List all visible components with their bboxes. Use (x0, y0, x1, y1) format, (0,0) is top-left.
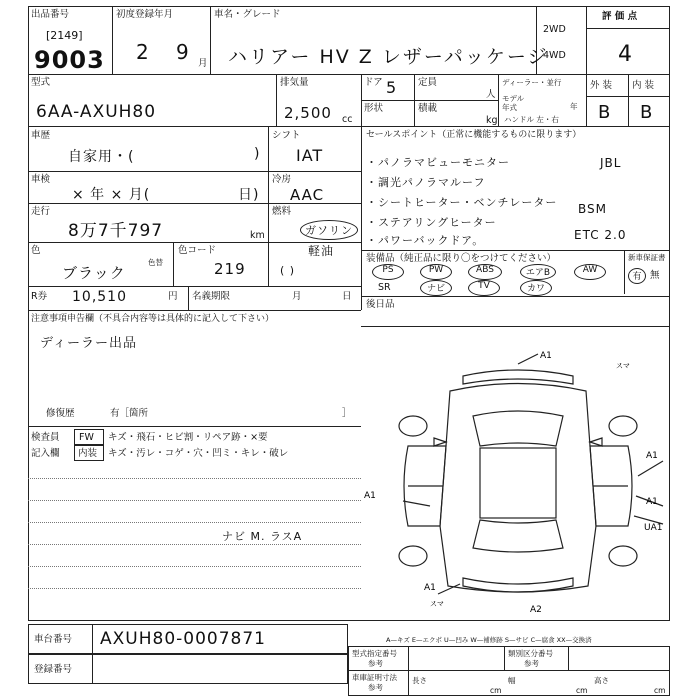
chassis-value: AXUH80-0007871 (100, 629, 266, 649)
car-damage-diagram (364, 346, 668, 616)
length-label: 長さ (412, 676, 427, 685)
fuel-diesel: 軽油 (308, 244, 335, 258)
exterior-label: 外 装 (590, 80, 613, 91)
equip-ps: PS (372, 264, 404, 280)
sales-item: ・パワーバックドア。 (366, 234, 485, 247)
registration-row (28, 654, 348, 684)
repair-close: ］ (342, 408, 352, 419)
type-ref: 参考 (368, 659, 383, 668)
damage-mark: A1 (646, 451, 658, 461)
inspector-row1: キズ・飛石・ヒビ割・リペア跡・×要 (108, 432, 268, 443)
exterior-grade: B (598, 102, 612, 123)
sales-item: ・パノラマビューモニター (366, 156, 510, 169)
first-reg-month: 9 (176, 40, 190, 64)
length-unit: cm (490, 686, 502, 695)
year-unit: 年 (570, 102, 578, 111)
history-value: 自家用・( (68, 149, 135, 165)
side-note: スマ (430, 600, 444, 608)
first-reg-label: 初度登録年月 (116, 9, 174, 20)
chassis-label: 車台番号 (34, 634, 73, 645)
load-unit: kg (486, 115, 498, 126)
history-label: 車歴 (31, 130, 51, 141)
notes-value: ディーラー出品 (40, 336, 137, 351)
sales-extra-etc: ETC 2.0 (574, 228, 627, 242)
seat-unit: 人 (486, 89, 496, 100)
lot-label: 出品番号 (31, 9, 70, 20)
inspector-label-2: 記入欄 (31, 448, 60, 459)
class-ref: 参考 (524, 659, 539, 668)
ac-label: 冷房 (272, 174, 292, 185)
ac-value: AAC (290, 186, 325, 204)
interior-grade: B (640, 102, 654, 123)
tax-month: 月 (292, 291, 302, 302)
warranty-yes: 有 (628, 268, 646, 284)
score-value: 4 (618, 42, 633, 67)
equip-navi: ナビ (420, 280, 452, 296)
seat-label: 定員 (418, 77, 438, 88)
model-value: 6AA-AXUH80 (36, 102, 157, 122)
warranty-no: 無 (650, 270, 660, 281)
color-change-label: 色替 (148, 258, 163, 267)
model-label: 型式 (31, 77, 51, 88)
lot-sub: [2149] (46, 29, 83, 42)
car-name-value: ハリアー HV Z レザーパッケージ (228, 46, 549, 68)
damage-mark: A2 (530, 605, 542, 615)
sales-item: ・調光パノラマルーフ (366, 176, 486, 189)
type-no-label: 型式指定番号 (352, 649, 397, 658)
width-unit: cm (576, 686, 588, 695)
damage-mark: A1 (646, 497, 658, 507)
month-unit: 月 (198, 58, 208, 69)
inspector-interior: 内装 (78, 448, 98, 459)
recycle-unit: 円 (168, 291, 178, 302)
auction-sheet (28, 6, 670, 696)
equip-tv: TV (468, 280, 500, 296)
displacement-value: 2,500 (284, 104, 332, 122)
load-label: 積載 (418, 103, 438, 114)
damage-mark: A1 (424, 583, 436, 593)
displacement-unit: cc (342, 114, 353, 125)
height-unit: cm (654, 686, 666, 695)
recycle-value: 10,510 (72, 289, 127, 305)
equip-aw: AW (574, 264, 606, 280)
inspection-close: 日) (238, 187, 260, 203)
inspector-row2: キズ・汚レ・コゲ・穴・凹ミ・キレ・破レ (108, 448, 289, 459)
recycle-label: R券 (31, 291, 48, 302)
first-reg-year: 2 (136, 40, 150, 64)
score-label: 評 価 点 (602, 11, 638, 22)
color-value: ブラック (62, 264, 126, 282)
fuel-other: ( ) (280, 264, 296, 277)
registration-label: 登録番号 (34, 664, 73, 675)
after-label: 後日品 (366, 299, 395, 310)
class-label: 類別区分番号 (508, 649, 553, 658)
car-name-label: 車名・グレード (214, 9, 281, 20)
equip-leather: カワ (520, 280, 552, 296)
damage-mark: A1 (364, 491, 376, 501)
mileage-label: 走行 (31, 206, 51, 217)
side-note: スマ (616, 362, 630, 370)
garage-size-label: 車庫証明寸法 (352, 673, 397, 682)
sales-extra-jbl: JBL (600, 156, 622, 170)
sales-item: ・シートヒーター・ベンチレーター (366, 196, 558, 209)
sales-item: ・ステアリングヒーター (366, 216, 497, 229)
fuel-gasoline: ガソリン (300, 220, 358, 240)
equipment-label: 装備品（純正品に限り〇をつけてください） (366, 253, 557, 264)
tax-label: 名義期限 (192, 291, 231, 302)
door-label: ドア (364, 77, 383, 88)
mileage-value: 8万7千797 (68, 221, 164, 241)
lot-number: 9003 (34, 46, 105, 74)
height-label: 高さ (594, 676, 609, 685)
inspector-fw: FW (79, 432, 94, 443)
equip-sr: SR (378, 282, 391, 293)
width-label: 幅 (508, 676, 516, 685)
displacement-label: 排気量 (280, 77, 309, 88)
damage-mark: UA1 (644, 523, 663, 533)
inspector-label: 検査員 (31, 432, 60, 443)
shift-label: シフト (272, 130, 301, 141)
shift-value: IAT (296, 146, 324, 165)
sales-label: セールスポイント（正常に機能するものに限ります） (366, 130, 582, 140)
color-code-label: 色コード (178, 245, 217, 256)
handle-label: ハンドル 左・右 (504, 115, 559, 124)
damage-mark: A1 (540, 351, 552, 361)
history-close: ) (254, 146, 261, 162)
sales-extra-bsm: BSM (578, 202, 607, 216)
shape-label: 形状 (364, 103, 384, 114)
inspection-label: 車検 (31, 174, 51, 185)
color-code-value: 219 (214, 260, 246, 278)
equip-airbag: エアB (520, 264, 556, 280)
2wd-label: 2WD (543, 24, 566, 35)
garage-ref: 参考 (368, 683, 383, 692)
notes-label: 注意事項申告欄（不具合内容等は具体的に記入して下さい） (31, 314, 275, 324)
4wd-label: 4WD (543, 50, 566, 61)
damage-legend: A—キズ E—エクボ U—凹み W—補修跡 S—サビ C—腐食 XX—交換済 (386, 636, 592, 644)
equip-pw: PW (420, 264, 452, 280)
color-label: 色 (31, 245, 41, 256)
repair-label: 修復歴 (46, 408, 75, 419)
interior-label: 内 装 (632, 80, 655, 91)
warranty-label: 新車保証書 (628, 253, 666, 262)
inspection-value: × 年 × 月( (72, 187, 151, 203)
inspector-handwritten: ナビ M. ラスA (222, 530, 303, 543)
equip-abs: ABS (468, 264, 502, 280)
fuel-label: 燃料 (272, 206, 292, 217)
door-value: 5 (386, 78, 398, 97)
dealer-label: ディーラー・並行 (502, 78, 562, 87)
model-year-label: モデル 年式 (502, 94, 525, 112)
tax-day: 日 (342, 291, 352, 302)
repair-value: 有［箇所 (110, 408, 149, 419)
mileage-unit: km (250, 230, 265, 241)
